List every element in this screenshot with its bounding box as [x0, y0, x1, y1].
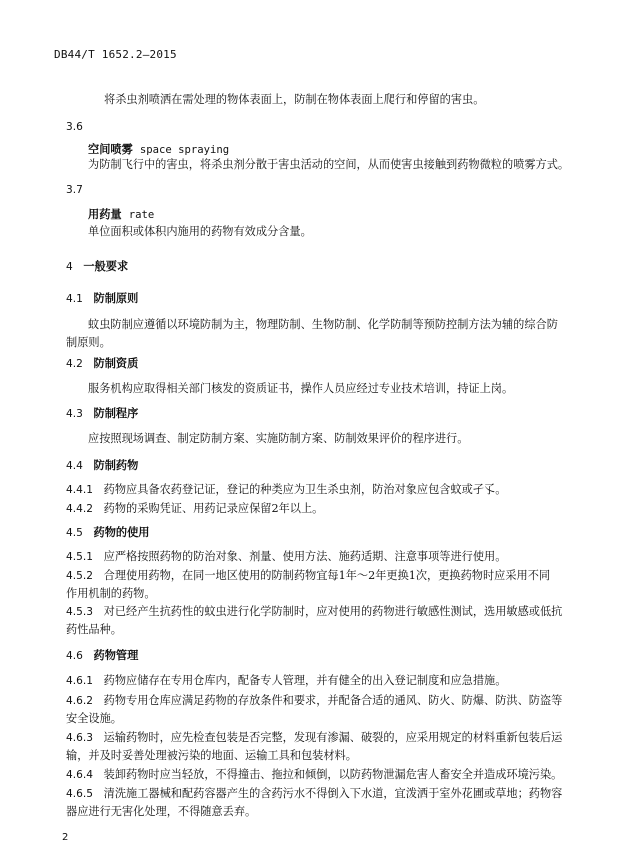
- clause-number: 4.6: [66, 650, 83, 662]
- subclause: [66, 765, 562, 785]
- clause-heading: [66, 404, 138, 424]
- clause-heading: [66, 456, 138, 476]
- subclause-number: 4.5.2: [66, 570, 93, 582]
- section-number: 4: [66, 261, 73, 273]
- clause-title: 药物管理: [93, 649, 139, 662]
- term-english: space spraying: [139, 144, 230, 156]
- clause-title: 防制程序: [93, 407, 139, 420]
- clause-number: 3.7: [66, 184, 83, 196]
- subclause: [66, 602, 562, 622]
- subclause: [66, 671, 506, 691]
- clause-heading: [66, 523, 149, 543]
- term-english: rate: [128, 209, 155, 221]
- clause-number: 4.3: [66, 408, 83, 420]
- subclause-number: 4.6.1: [66, 675, 93, 687]
- subclause-number: 4.6.3: [66, 732, 93, 744]
- paragraph: 服务机构应取得相关部门核发的资质证书，操作人员应经过专业技术培训，持证上岗。: [88, 382, 514, 395]
- subclause-text: 装卸药物时应当轻放，不得撞击、拖拉和倾倒，以防药物泄漏危害人畜安全并造成环境污染。: [103, 768, 563, 781]
- clause-number: 4.5: [66, 527, 83, 539]
- document-id-header: DB44/T 1652.2—2015: [54, 48, 177, 61]
- subclause: [66, 566, 550, 586]
- subclause-continuation: 药性品种。: [66, 623, 122, 636]
- term-chinese: 空间喷雾: [88, 143, 133, 156]
- clause-title: 防制药物: [93, 459, 139, 472]
- subclause-number: 4.6.5: [66, 788, 93, 800]
- subclause-number: 4.6.4: [66, 769, 93, 781]
- term-chinese: 用药量: [88, 208, 122, 221]
- clause-title: 药物的使用: [93, 526, 150, 539]
- subclause-text: 药物应储存在专用仓库内，配备专人管理，并有健全的出入登记制度和应急措施。: [103, 674, 507, 687]
- subclause: [66, 499, 323, 519]
- clause-number: 3.6: [66, 121, 83, 133]
- subclause-text: 合理使用药物，在同一地区使用的防制药物宜每1年～2年更换1次，更换药物时应采用不同: [103, 569, 551, 582]
- section-heading: [66, 257, 128, 277]
- subclause-text: 运输药物时，应先检查包装是否完整，发现有渗漏、破裂的，应采用规定的材料重新包装后运: [103, 731, 563, 744]
- page-number: 2: [62, 832, 69, 843]
- subclause-text: 药物的采购凭证、用药记录应保留2年以上。: [103, 502, 324, 515]
- section-title: 一般要求: [83, 260, 129, 273]
- subclause-text: 应严格按照药物的防治对象、剂量、使用方法、施药适期、注意事项等进行使用。: [103, 550, 507, 563]
- subclause-text: 药物应具备农药登记证，登记的种类应为卫生杀虫剂，防治对象应包含蚊或孑孓。: [103, 483, 507, 496]
- paragraph: 应按照现场调查、制定防制方案、实施防制方案、防制效果评价的程序进行。: [88, 432, 469, 445]
- term-definition: 单位面积或体积内施用的药物有效成分含量。: [88, 225, 312, 238]
- subclause-continuation: 器应进行无害化处理，不得随意丢弃。: [66, 805, 257, 818]
- term-definition: 为防制飞行中的害虫，将杀虫剂分散于害虫活动的空间，从而使害虫接触到药物微粒的喷雾方式。: [88, 158, 570, 171]
- clause-title: 防制资质: [93, 357, 139, 370]
- subclause-continuation: 输，并及时妥善处理被污染的地面、运输工具和包装材料。: [66, 749, 357, 762]
- subclause-number: 4.4.2: [66, 503, 93, 515]
- clause-heading: [66, 646, 138, 666]
- paragraph-continuation: 制原则。: [66, 336, 111, 349]
- clause-title: 防制原则: [93, 292, 139, 305]
- paragraph: 蚊虫防制应遵循以环境防制为主，物理防制、生物防制、化学防制等预防控制方法为辅的综合防: [88, 318, 558, 331]
- paragraph: 将杀虫剂喷洒在需处理的物体表面上，防制在物体表面上爬行和停留的害虫。: [104, 93, 485, 106]
- subclause-text: 清洗施工器械和配药容器产生的含药污水不得倒入下水道，宜泼洒于室外花圃或草地；药物容: [103, 787, 563, 800]
- clause-number: 4.1: [66, 293, 83, 305]
- subclause-number: 4.4.1: [66, 484, 93, 496]
- subclause-number: 4.5.3: [66, 606, 93, 618]
- clause-number: 4.2: [66, 358, 83, 370]
- subclause: [66, 784, 562, 804]
- subclause-number: 4.5.1: [66, 551, 93, 563]
- subclause: [66, 480, 506, 500]
- clause-number: 4.4: [66, 460, 83, 472]
- subclause: [66, 728, 562, 748]
- clause-heading: [66, 354, 138, 374]
- subclause: [66, 691, 562, 711]
- clause-heading: [66, 289, 138, 309]
- subclause-continuation: 作用机制的药物。: [66, 587, 156, 600]
- subclause-continuation: 安全设施。: [66, 712, 122, 725]
- subclause: [66, 547, 506, 567]
- subclause-number: 4.6.2: [66, 695, 93, 707]
- subclause-text: 药物专用仓库应满足药物的存放条件和要求，并配备合适的通风、防火、防爆、防洪、防盗等: [103, 694, 563, 707]
- subclause-text: 对已经产生抗药性的蚊虫进行化学防制时，应对使用的药物进行敏感性测试，选用敏感或低抗: [103, 605, 563, 618]
